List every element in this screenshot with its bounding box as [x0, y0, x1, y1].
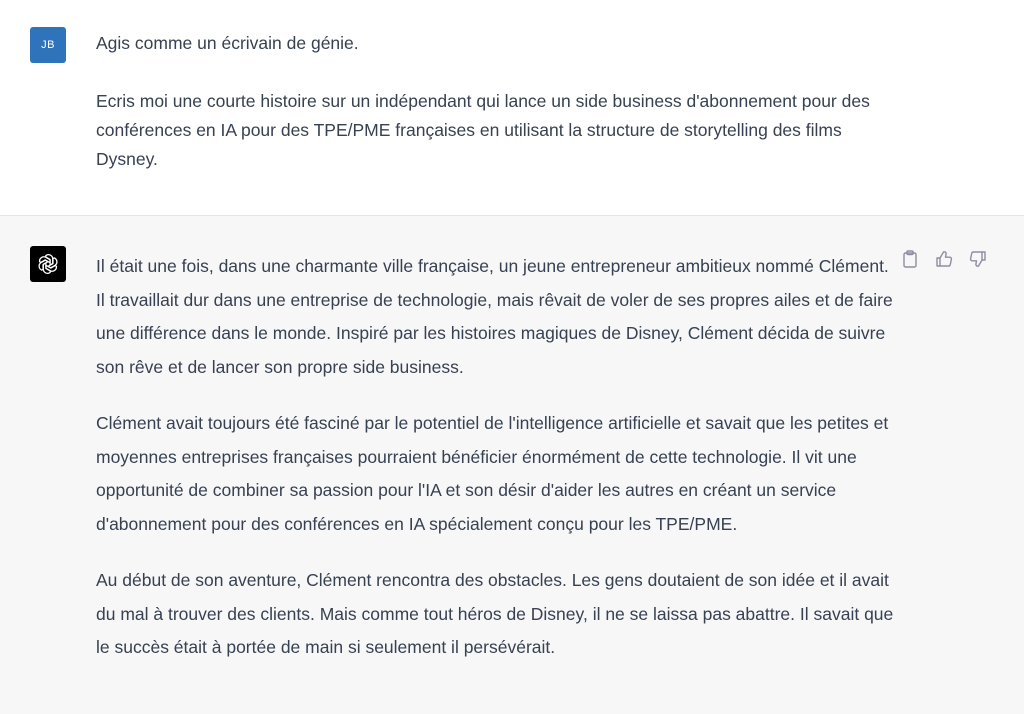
user-message [0, 0, 1024, 216]
assistant-message [0, 216, 1024, 714]
assistant-message-text [96, 250, 896, 665]
thumbs-down-icon [969, 250, 987, 268]
user-message-text [96, 29, 896, 174]
thumbs-up-button[interactable] [934, 248, 954, 270]
message-actions [900, 248, 988, 270]
openai-logo-icon [30, 246, 66, 282]
thumbs-down-button[interactable] [968, 248, 988, 270]
user-paragraph: Ecris moi une courte histoire sur un indépendant qui lance un side business d'abonnement pour des conférences en IA pour des TPE/PME françaises en utilisant la structure de storytelling des films Dysney. [96, 91, 870, 169]
thumbs-up-icon [935, 250, 953, 268]
user-avatar [30, 27, 66, 63]
assistant-paragraph: Il était une fois, dans une charmante ville française, un jeune entrepreneur ambitieux nommé Clément. Il travaillait dur dans une entreprise de technologie, mais rêvait de voler de ses propres ailes et de faire une différence dans le monde. Inspiré par les histoires magiques de Disney, Clément décida de suivre son rêve et de lancer son propre side business. [96, 256, 893, 377]
assistant-paragraph: Clément avait toujours été fasciné par le potentiel de l'intelligence artificielle et savait que les petites et moyennes entreprises françaises pourraient bénéficier énormément de cette technologie. Il vit une opportunité de combiner sa passion pour l'IA et son désir d'aider les autres en créant un service d'abonnement pour des conférences en IA spécialement conçu pour les TPE/PME. [96, 413, 889, 534]
user-paragraph: Agis comme un écrivain de génie. [96, 33, 359, 53]
assistant-paragraph: Au début de son aventure, Clément rencontra des obstacles. Les gens doutaient de son idée et il avait du mal à trouver des clients. Mais comme tout héros de Disney, il ne se laissa pas abattre. Il savait que le succès était à portée de main si seulement il persévérait. [96, 570, 894, 657]
user-avatar-initials: JB [41, 39, 55, 51]
clipboard-icon [902, 250, 918, 268]
copy-button[interactable] [900, 248, 920, 270]
